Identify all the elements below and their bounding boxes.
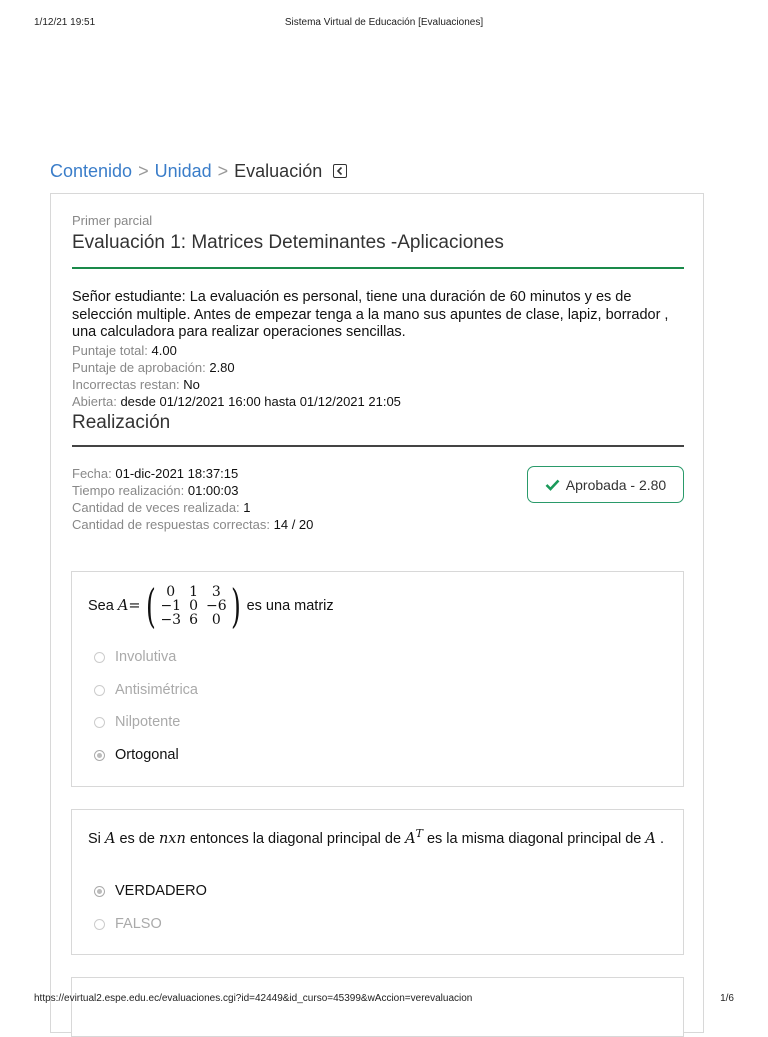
meta-label: Cantidad de veces realizada: [72, 500, 240, 515]
radio-button[interactable] [94, 886, 105, 897]
math-superscript: T [415, 827, 423, 840]
print-page-number: 1/6 [720, 993, 734, 1004]
matrix-cell: 1 [189, 584, 198, 600]
question-card [71, 571, 684, 787]
breadcrumb [50, 161, 347, 182]
print-url: https://evirtual2.espe.edu.ec/evaluaciones.cgi?id=42449&id_curso=45399&wAccion=verevaluacion [34, 993, 473, 1004]
breadcrumb-separator: > [138, 161, 149, 181]
meta-label: Incorrectas restan: [72, 376, 180, 392]
matrix-cell: 3 [211, 584, 221, 600]
matrix-cell: 0 [166, 584, 176, 600]
meta-row [72, 516, 684, 533]
math-symbol: A [645, 830, 656, 847]
evaluation-card [50, 193, 704, 1033]
meta-label: Abierta: [72, 393, 117, 409]
stem-text: principal de [567, 830, 642, 847]
math-symbol: A [405, 830, 416, 847]
matrix-grid [160, 585, 226, 627]
question-stem [88, 824, 668, 849]
status-badge [527, 466, 684, 503]
evaluation-title: Evaluación 1: Matrices Deteminantes -Aplicaciones [72, 232, 504, 253]
matrix [142, 579, 244, 633]
status-badge-label: Aprobada - 2.80 [565, 476, 667, 493]
meta-row [72, 342, 684, 359]
meta-row [72, 393, 684, 410]
answer-option[interactable] [94, 714, 180, 730]
evaluation-description: Señor estudiante: La evaluación es personal, tiene una duración de 60 minutos y es de selección multiple. Antes de empezar tenga a la mano sus apuntes de clase, lapiz, borrador , una calculadora para realizar operaciones sencillas. [72, 289, 669, 340]
stem-text: . [659, 830, 664, 847]
stem-text: es una matriz [246, 598, 334, 614]
question-card [71, 809, 684, 955]
back-button[interactable] [333, 164, 347, 178]
check-icon [545, 479, 560, 491]
realizacion-title: Realización [72, 412, 171, 433]
math-symbol: nxn [158, 830, 186, 847]
matrix-cell: −3 [160, 612, 182, 628]
stem-text: Si [88, 830, 101, 847]
meta-value: 01-dic-2021 18:37:15 [115, 466, 239, 481]
option-label: Antisimétrica [115, 682, 198, 698]
meta-row [72, 359, 684, 376]
meta-value: 2.80 [209, 359, 235, 375]
print-page-title: Sistema Virtual de Educación [Evaluaciones] [284, 17, 484, 28]
meta-value: 14 / 20 [273, 517, 314, 532]
meta-value: 1 [243, 500, 251, 515]
answer-option[interactable] [94, 649, 176, 665]
title-divider [72, 267, 684, 269]
evaluation-info [72, 289, 684, 410]
evaluation-meta [72, 342, 684, 410]
answer-option-selected[interactable] [94, 747, 179, 763]
breadcrumb-current: Evaluación [234, 161, 323, 181]
math-equals: = [128, 598, 141, 614]
meta-value: 4.00 [151, 342, 177, 358]
breadcrumb-contenido[interactable]: Contenido [50, 161, 133, 181]
question-stem [88, 579, 334, 633]
section-divider [72, 445, 684, 447]
matrix-right-paren: ) [230, 579, 241, 633]
radio-button[interactable] [94, 652, 105, 663]
matrix-cell: 6 [189, 612, 198, 628]
question-card [71, 977, 684, 1037]
radio-button[interactable] [94, 750, 105, 761]
answer-option[interactable] [94, 682, 198, 698]
math-symbol: A [117, 598, 129, 614]
print-datetime: 1/12/21 19:51 [34, 17, 96, 28]
answer-option-selected[interactable] [94, 883, 207, 899]
matrix-left-paren: ( [146, 579, 157, 633]
option-label: Ortogonal [115, 747, 179, 763]
meta-value: desde 01/12/2021 16:00 hasta 01/12/2021 21:05 [120, 393, 401, 409]
meta-label: Cantidad de respuestas correctas: [72, 517, 270, 532]
stem-text: es de [119, 830, 155, 847]
matrix-cell: −6 [206, 598, 227, 614]
meta-label: Puntaje de aprobación: [72, 359, 206, 375]
option-label: VERDADERO [115, 883, 207, 899]
chevron-left-icon [335, 166, 345, 176]
stem-text: es la misma diagonal [426, 830, 564, 847]
stem-text: Sea [88, 598, 114, 614]
meta-label: Fecha: [72, 466, 112, 481]
radio-button[interactable] [94, 919, 105, 930]
meta-value: No [183, 376, 200, 392]
option-label: Nilpotente [115, 714, 181, 730]
evaluation-subtitle: Primer parcial [72, 213, 153, 228]
stem-text: entonces la diagonal principal de [189, 830, 402, 847]
radio-button[interactable] [94, 717, 105, 728]
radio-button[interactable] [94, 685, 105, 696]
meta-row [72, 376, 684, 393]
meta-label: Tiempo realización: [72, 483, 185, 498]
option-label: Involutiva [115, 649, 177, 665]
breadcrumb-separator: > [217, 161, 229, 181]
option-label: FALSO [115, 916, 162, 932]
meta-value: 01:00:03 [187, 483, 239, 498]
breadcrumb-unidad[interactable]: Unidad [154, 161, 212, 181]
matrix-cell: −1 [160, 598, 182, 614]
meta-label: Puntaje total: [72, 342, 148, 358]
matrix-cell: 0 [211, 612, 221, 628]
answer-option[interactable] [94, 916, 162, 932]
math-symbol: A [104, 830, 116, 847]
matrix-cell: 0 [189, 598, 198, 614]
